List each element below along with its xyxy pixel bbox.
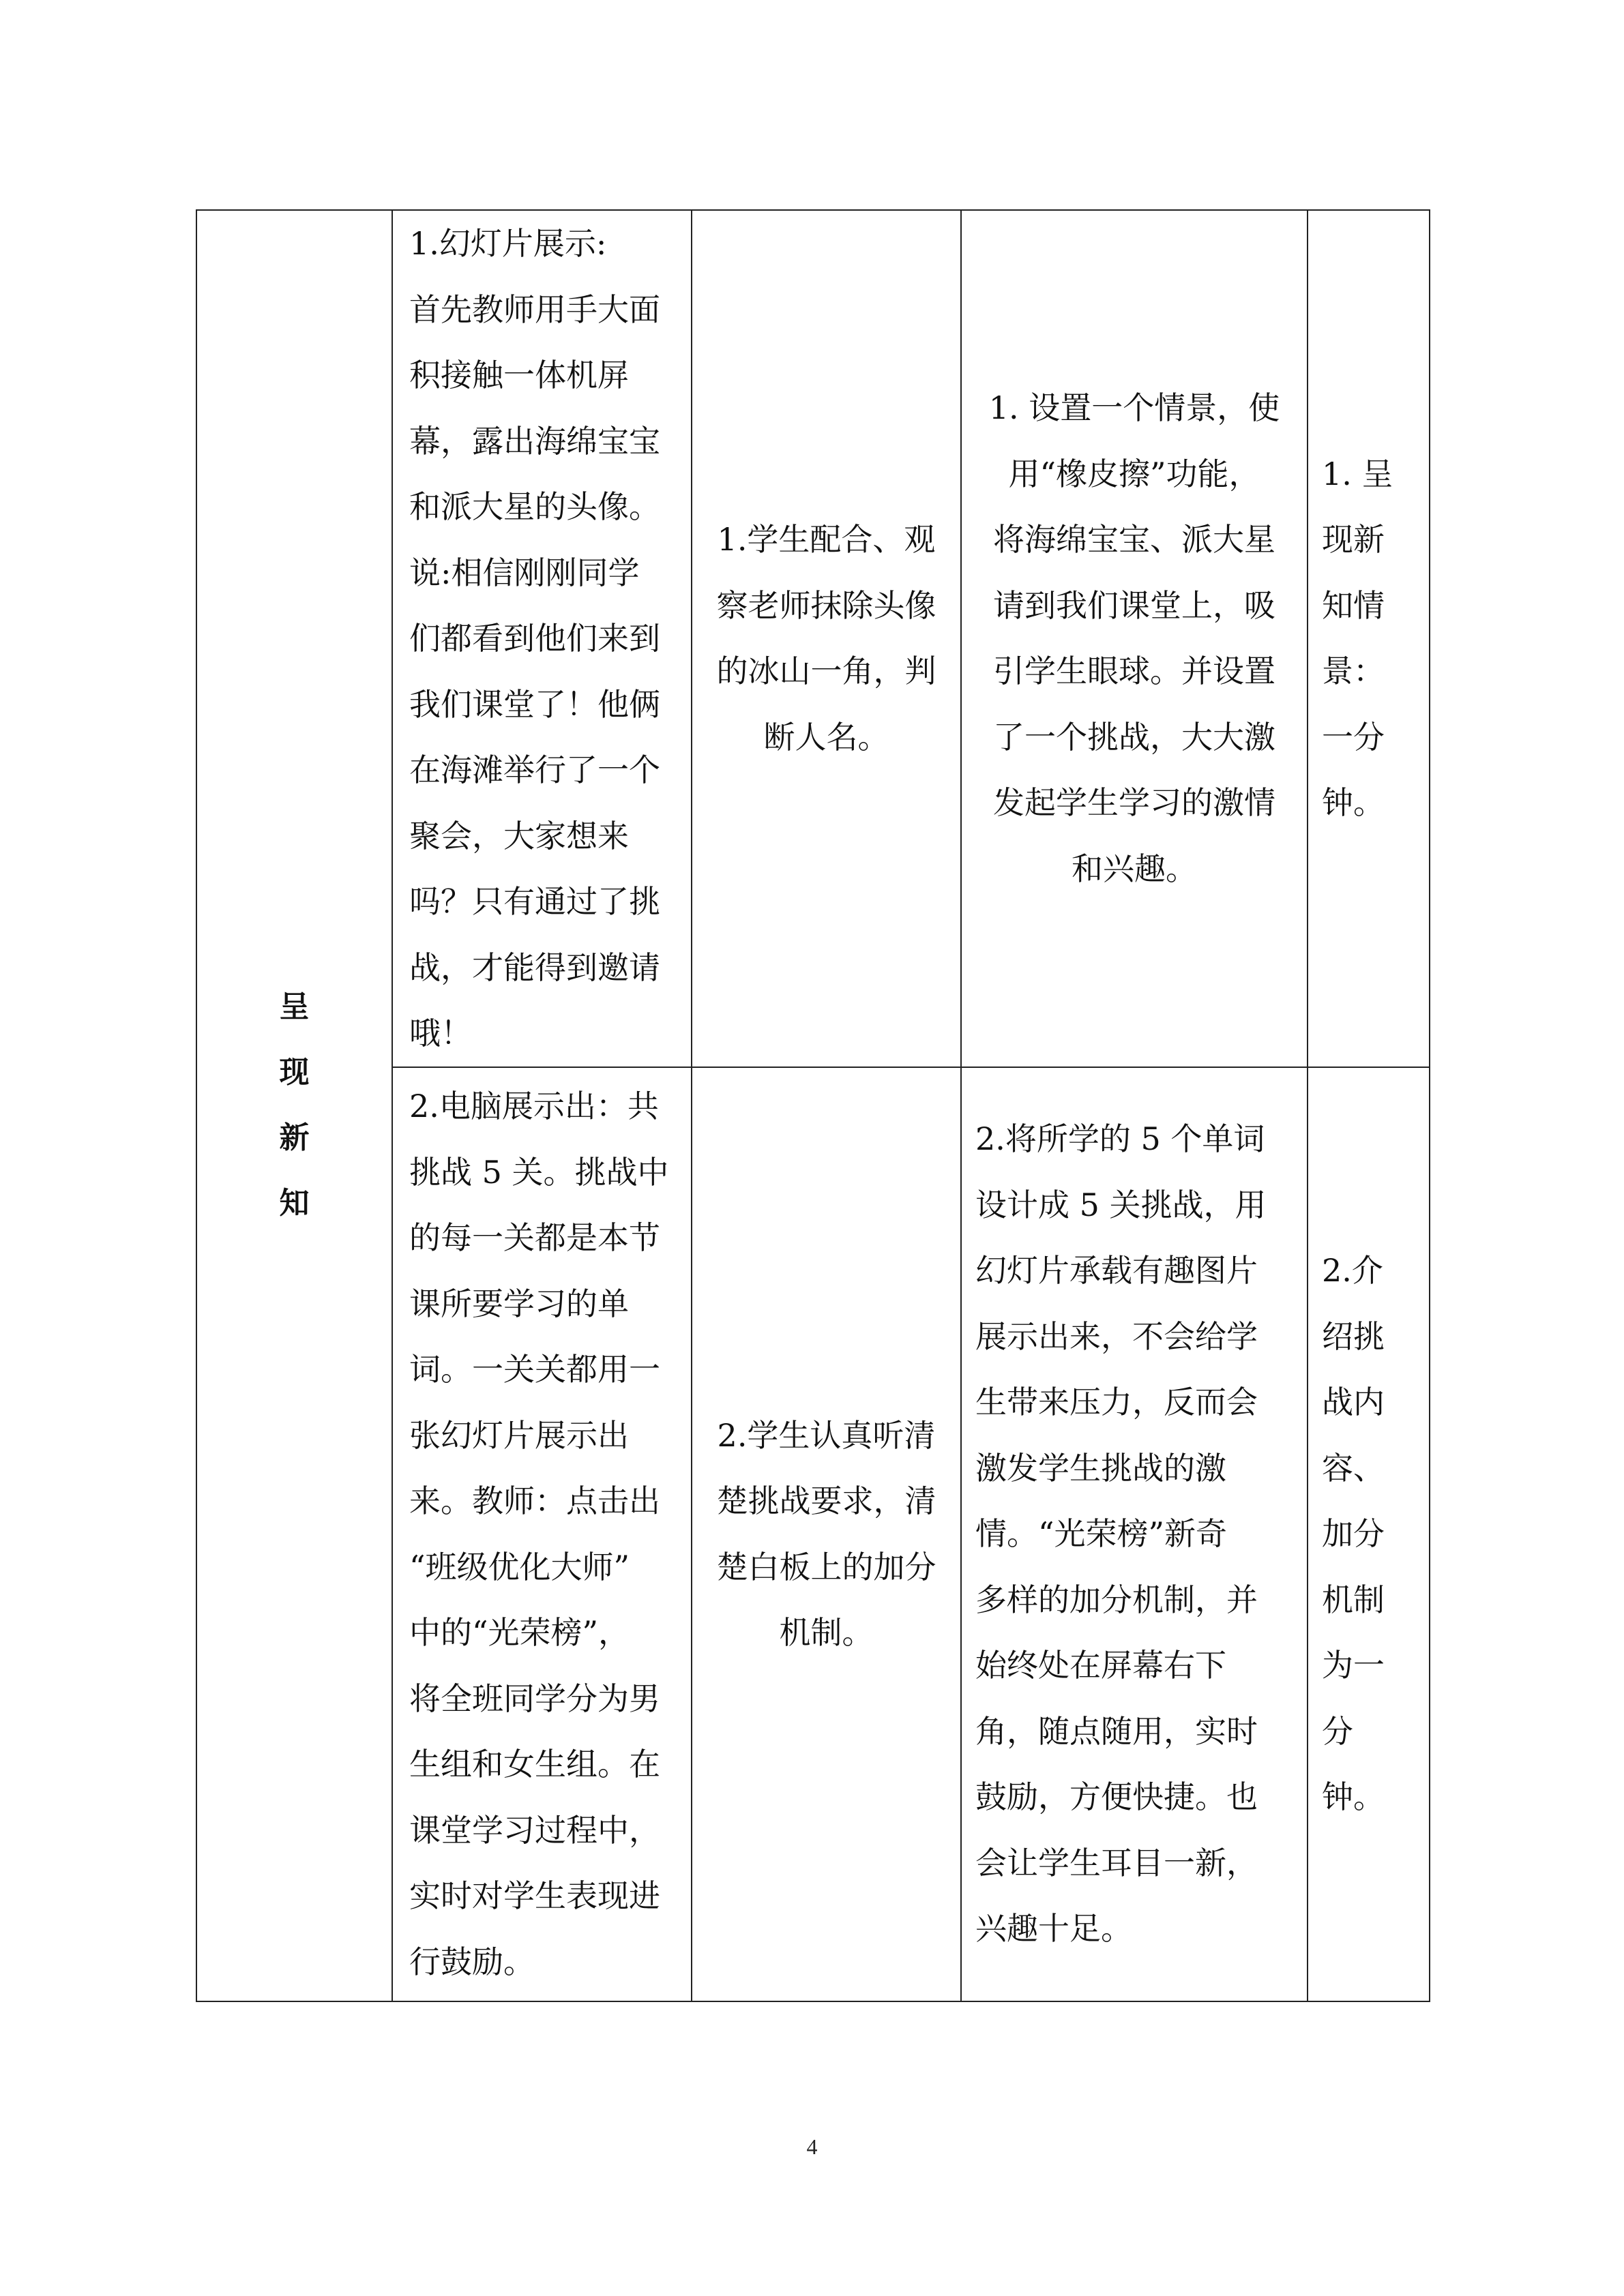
time-note-text: 1. 呈 现新 知情 景： 一分 钟。 <box>1322 455 1393 822</box>
teacher-activity-text: 1.幻灯片展示: 首先教师用手大面 积接触一体机屏 幕，露出海绵宝宝 和派大星的头像。 说:相信刚刚同学 们都看到他们来到 我们课堂了！他俩 在海滩举行了一个 聚会，大家想来 吗？只有通过了挑 战，才能得到邀请 哦！ <box>409 225 660 1052</box>
time-note-text: 2.介 绍挑 战内 容、 加分 机制 为一 分 钟。 <box>1322 1252 1385 1816</box>
design-intent-cell <box>961 210 1308 1067</box>
table-row <box>196 210 1430 1067</box>
stage-cell <box>196 210 392 2001</box>
teacher-activity-cell <box>392 210 692 1067</box>
lesson-plan-table <box>196 209 1430 2002</box>
stage-label: 呈 现 新 知 <box>279 989 310 1221</box>
student-activity-text: 1.学生配合、观 察老师抹除头像 的冰山一角，判 断人名。 <box>716 521 936 756</box>
design-intent-text: 2.将所学的 5 个单词 设计成 5 关挑战，用 幻灯片承载有趣图片 展示出来，不会给学 生带来压力，反而会 激发学生挑战的激 情。“光荣榜”新奇 多样的加分机制，并 始终处在屏幕右下 角，随点随用，实时 鼓励，方便快捷。也 会让学生耳目一新， 兴趣十足。 <box>975 1120 1267 1948</box>
time-note-cell <box>1308 1067 1430 2001</box>
time-note-cell <box>1308 210 1430 1067</box>
teacher-activity-text: 2.电脑展示出：共 挑战 5 关。挑战中 的每一关都是本节 课所要学习的单 词。一关关都用一 张幻灯片展示出 来。教师：点击出 “班级优化大师” 中的“光荣榜”， 将全班同学分为男 生组和女生组。在 课堂学习过程中， 实时对学生表现进 行鼓励。 <box>409 1088 669 1980</box>
design-intent-text: 1. 设置一个情景，使 用“橡皮擦”功能， 将海绵宝宝、派大星 请到我们课堂上，吸 引学生眼球。并设置 了一个挑战，大大激 发起学生学习的激情 和兴趣。 <box>988 389 1280 887</box>
design-intent-cell <box>961 1067 1308 2001</box>
student-activity-cell <box>692 210 961 1067</box>
page-number: 4 <box>806 2134 818 2159</box>
student-activity-cell <box>692 1067 961 2001</box>
student-activity-text: 2.学生认真听清 楚挑战要求，清 楚白板上的加分 机制。 <box>716 1416 936 1651</box>
teacher-activity-cell <box>392 1067 692 2001</box>
